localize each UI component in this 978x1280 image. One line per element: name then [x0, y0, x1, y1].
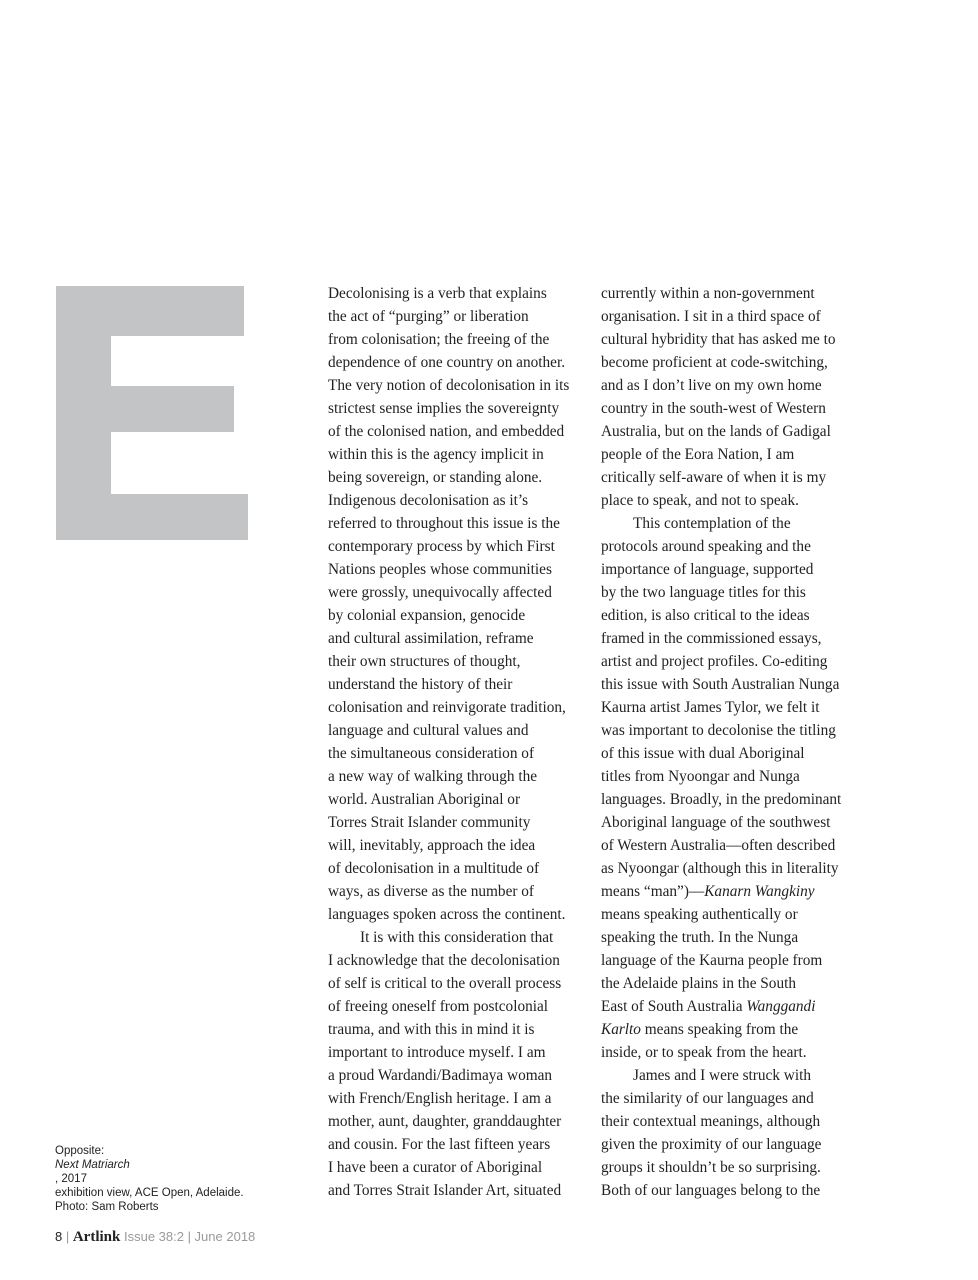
caption-venue: exhibition view, ACE Open, Adelaide.: [55, 1187, 244, 1199]
text-line: colonisation and reinvigorate tradition,: [328, 699, 566, 716]
text-line: protocols around speaking and the: [601, 538, 811, 555]
text-line: will, inevitably, approach the idea: [328, 837, 536, 854]
text-line: [601, 880, 863, 903]
text-line: being sovereign, or standing alone.: [328, 469, 543, 486]
text-line: the act of “purging” or liberation: [328, 308, 529, 325]
text-line: It is with this consideration that: [360, 929, 554, 946]
page-footer: [55, 1229, 255, 1246]
text-line: the Adelaide plains in the South: [601, 975, 797, 992]
caption-year: , 2017: [55, 1173, 87, 1185]
text-line: Nations peoples whose communities: [328, 561, 552, 578]
text-line: organisation. I sit in a third space of: [601, 308, 821, 325]
text-line: a proud Wardandi/Badimaya woman: [328, 1067, 553, 1084]
text-line: become proficient at code-switching,: [601, 354, 828, 371]
text-line: trauma, and with this in mind it is: [328, 1021, 535, 1038]
text-line: strictest sense implies the sovereignty: [328, 400, 560, 417]
caption-credit: Photo: Sam Roberts: [55, 1201, 159, 1213]
text-fragment: means speaking from the: [640, 1021, 799, 1038]
text-line: referred to throughout this issue is the: [328, 515, 560, 532]
text-line: given the proximity of our language: [601, 1136, 822, 1153]
text-line: understand the history of their: [328, 676, 513, 693]
text-line: means speaking authentically or: [601, 906, 798, 923]
text-line: and cultural assimilation, reframe: [328, 630, 534, 647]
text-line: Both of our languages belong to the: [601, 1182, 821, 1199]
caption-title-line: [55, 1158, 265, 1186]
text-line: This contemplation of the: [633, 515, 791, 532]
caption-label: Opposite:: [55, 1145, 105, 1157]
text-line: dependence of one country on another.: [328, 354, 566, 371]
text-line: were grossly, unequivocally affected: [328, 584, 552, 601]
text-line: language and cultural values and: [328, 722, 529, 739]
text-line: of Western Australia—often described: [601, 837, 836, 854]
text-line: Indigenous decolonisation as it’s: [328, 492, 529, 509]
text-line: contemporary process by which First: [328, 538, 555, 555]
text-line: place to speak, and not to speak.: [601, 492, 799, 509]
text-line: Decolonising is a verb that explains: [328, 285, 547, 302]
text-line: James and I were struck with: [633, 1067, 811, 1084]
text-line: Aboriginal language of the southwest: [601, 814, 831, 831]
body-text-column-1: [328, 282, 590, 1202]
text-line: their contextual meanings, although: [601, 1113, 821, 1130]
magazine-name: Artlink: [72, 1229, 121, 1245]
text-line: ways, as diverse as the number of: [328, 883, 535, 900]
text-line: edition, is also critical to the ideas: [601, 607, 810, 624]
text-line: cultural hybridity that has asked me to: [601, 331, 836, 348]
text-line: from colonisation; the freeing of the: [328, 331, 550, 348]
text-line: a new way of walking through the: [328, 768, 538, 785]
text-line: critically self-aware of when it is my: [601, 469, 827, 486]
artwork-title: Next Matriarch: [55, 1159, 130, 1171]
language-term: Karlto: [601, 1021, 641, 1038]
text-line: speaking the truth. In the Nunga: [601, 929, 799, 946]
text-line: with French/English heritage. I am a: [328, 1090, 552, 1107]
text-line: their own structures of thought,: [328, 653, 521, 670]
text-line: [601, 995, 863, 1018]
text-line: of self is critical to the overall process: [328, 975, 562, 992]
body-text-column-2: [601, 282, 863, 1202]
text-line: groups it shouldn’t be so surprising.: [601, 1159, 821, 1176]
text-line: of the colonised nation, and embedded: [328, 423, 565, 440]
text-line: I have been a curator of Aboriginal: [328, 1159, 543, 1176]
text-line: inside, or to speak from the heart.: [601, 1044, 807, 1061]
text-fragment: East of South Australia: [601, 998, 747, 1015]
text-line: titles from Nyoongar and Nunga: [601, 768, 800, 785]
image-caption: [55, 1144, 265, 1214]
text-line: people of the Eora Nation, I am: [601, 446, 795, 463]
text-fragment: means “man”)—: [601, 883, 705, 900]
text-line: currently within a non-government: [601, 285, 815, 302]
text-line: world. Australian Aboriginal or: [328, 791, 521, 808]
text-line: was important to decolonise the titling: [601, 722, 836, 739]
text-line: Torres Strait Islander community: [328, 814, 531, 831]
text-line: and as I don’t live on my own home: [601, 377, 822, 394]
text-line: [601, 1018, 863, 1041]
text-line: I acknowledge that the decolonisation: [328, 952, 560, 969]
text-line: Australia, but on the lands of Gadigal: [601, 423, 831, 440]
text-line: this issue with South Australian Nunga: [601, 676, 840, 693]
text-line: by the two language titles for this: [601, 584, 806, 601]
text-line: important to introduce myself. I am: [328, 1044, 546, 1061]
text-line: the similarity of our languages and: [601, 1090, 814, 1107]
text-line: by colonial expansion, genocide: [328, 607, 526, 624]
text-line: framed in the commissioned essays,: [601, 630, 822, 647]
text-line: of this issue with dual Aboriginal: [601, 745, 805, 762]
issue-info: Issue 38:2 | June 2018: [120, 1229, 256, 1244]
text-line: and Torres Strait Islander Art, situated: [328, 1182, 562, 1199]
text-line: languages spoken across the continent.: [328, 906, 566, 923]
language-term: Wanggandi: [746, 998, 816, 1015]
text-line: mother, aunt, daughter, granddaughter: [328, 1113, 562, 1130]
text-line: language of the Kaurna people from: [601, 952, 823, 969]
text-line: languages. Broadly, in the predominant: [601, 791, 842, 808]
text-line: of decolonisation in a multitude of: [328, 860, 540, 877]
text-line: The very notion of decolonisation in its: [328, 377, 570, 394]
text-line: the simultaneous consideration of: [328, 745, 535, 762]
text-line: importance of language, supported: [601, 561, 814, 578]
text-line: Kaurna artist James Tylor, we felt it: [601, 699, 820, 716]
page-number: 8: [55, 1229, 63, 1244]
text-line: as Nyoongar (although this in literality: [601, 860, 839, 877]
text-line: country in the south-west of Western: [601, 400, 826, 417]
text-line: of freeing oneself from postcolonial: [328, 998, 549, 1015]
text-line: artist and project profiles. Co-editing: [601, 653, 828, 670]
footer-separator: |: [62, 1229, 73, 1244]
drop-cap-letter: [56, 286, 248, 540]
language-term: Kanarn Wangkiny: [704, 883, 815, 900]
text-line: within this is the agency implicit in: [328, 446, 544, 463]
text-line: and cousin. For the last fifteen years: [328, 1136, 551, 1153]
